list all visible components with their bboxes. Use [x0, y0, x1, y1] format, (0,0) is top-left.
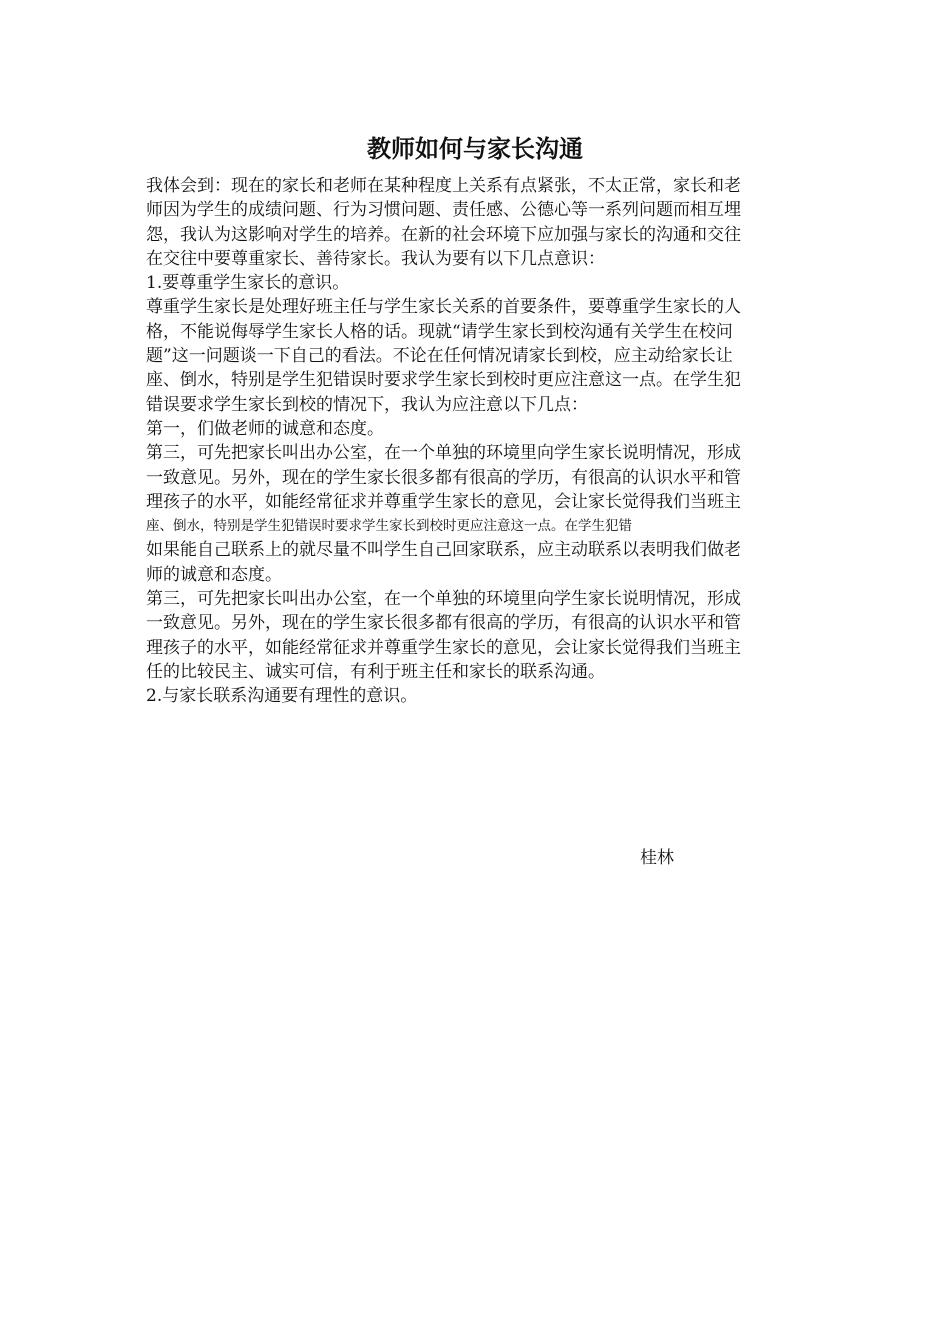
paragraph-line: 第三，可先把家长叫出办公室，在一个单独的环境里向学生家长说明情况，形成 — [146, 589, 741, 610]
signature: 桂林 — [640, 848, 674, 868]
section-heading: 1.要尊重学生家长的意识。 — [146, 273, 350, 294]
section-heading: 2.与家长联系沟通要有理性的意识。 — [146, 686, 418, 707]
paragraph-line: 尊重学生家长是处理好班主任与学生家长关系的首要条件，要尊重学生家长的人 — [146, 297, 741, 318]
paragraph-line: 第一，们做老师的诚意和态度。 — [146, 418, 384, 439]
paragraph-line: 第三，可先把家长叫出办公室，在一个单独的环境里向学生家长说明情况，形成 — [146, 443, 741, 464]
paragraph-line: 一致意见。另外，现在的学生家长很多都有很高的学历，有很高的认识水平和管 — [146, 613, 741, 634]
document-body — [146, 174, 808, 709]
paragraph-line-small: 座、倒水，特别是学生犯错误时要求学生家长到校时更应注意这一点。在学生犯错 — [146, 518, 632, 535]
paragraph-line: 错误要求学生家长到校的情况下，我认为应注意以下几点： — [146, 394, 588, 415]
paragraph-line: 座、倒水，特别是学生犯错误时要求学生家长到校时更应注意这一点。在学生犯 — [146, 370, 741, 391]
paragraph-line: 在交往中要尊重家长、善待家长。我认为要有以下几点意识： — [146, 248, 605, 269]
paragraph-line: 格，不能说侮辱学生家长人格的话。现就“请学生家长到校沟通有关学生在校问 — [146, 321, 733, 342]
paragraph-line: 任的比较民主、诚实可信，有利于班主任和家长的联系沟通。 — [146, 661, 605, 682]
page-title: 教师如何与家长沟通 — [367, 135, 583, 163]
paragraph-line: 师的诚意和态度。 — [146, 564, 282, 585]
paragraph-line: 师因为学生的成绩问题、行为习惯问题、责任感、公德心等一系列问题而相互埋 — [146, 200, 741, 221]
paragraph-line: 理孩子的水平，如能经常征求并尊重学生家长的意见，会让家长觉得我们当班主 — [146, 637, 741, 658]
paragraph-line: 理孩子的水平，如能经常征求并尊重学生家长的意见，会让家长觉得我们当班主 — [146, 491, 741, 512]
paragraph-line: 我体会到：现在的家长和老师在某种程度上关系有点紧张，不太正常，家长和老 — [146, 176, 741, 196]
paragraph-line: 一致意见。另外，现在的学生家长很多都有很高的学历，有很高的认识水平和管 — [146, 467, 741, 488]
paragraph-line: 怨，我认为这影响对学生的培养。在新的社会环境下应加强与家长的沟通和交往 — [146, 224, 741, 245]
paragraph-line: 如果能自己联系上的就尽量不叫学生自己回家联系，应主动联系以表明我们做老 — [146, 540, 741, 561]
paragraph-line: 题”这一问题谈一下自己的看法。不论在任何情况请家长到校，应主动给家长让 — [146, 346, 733, 367]
